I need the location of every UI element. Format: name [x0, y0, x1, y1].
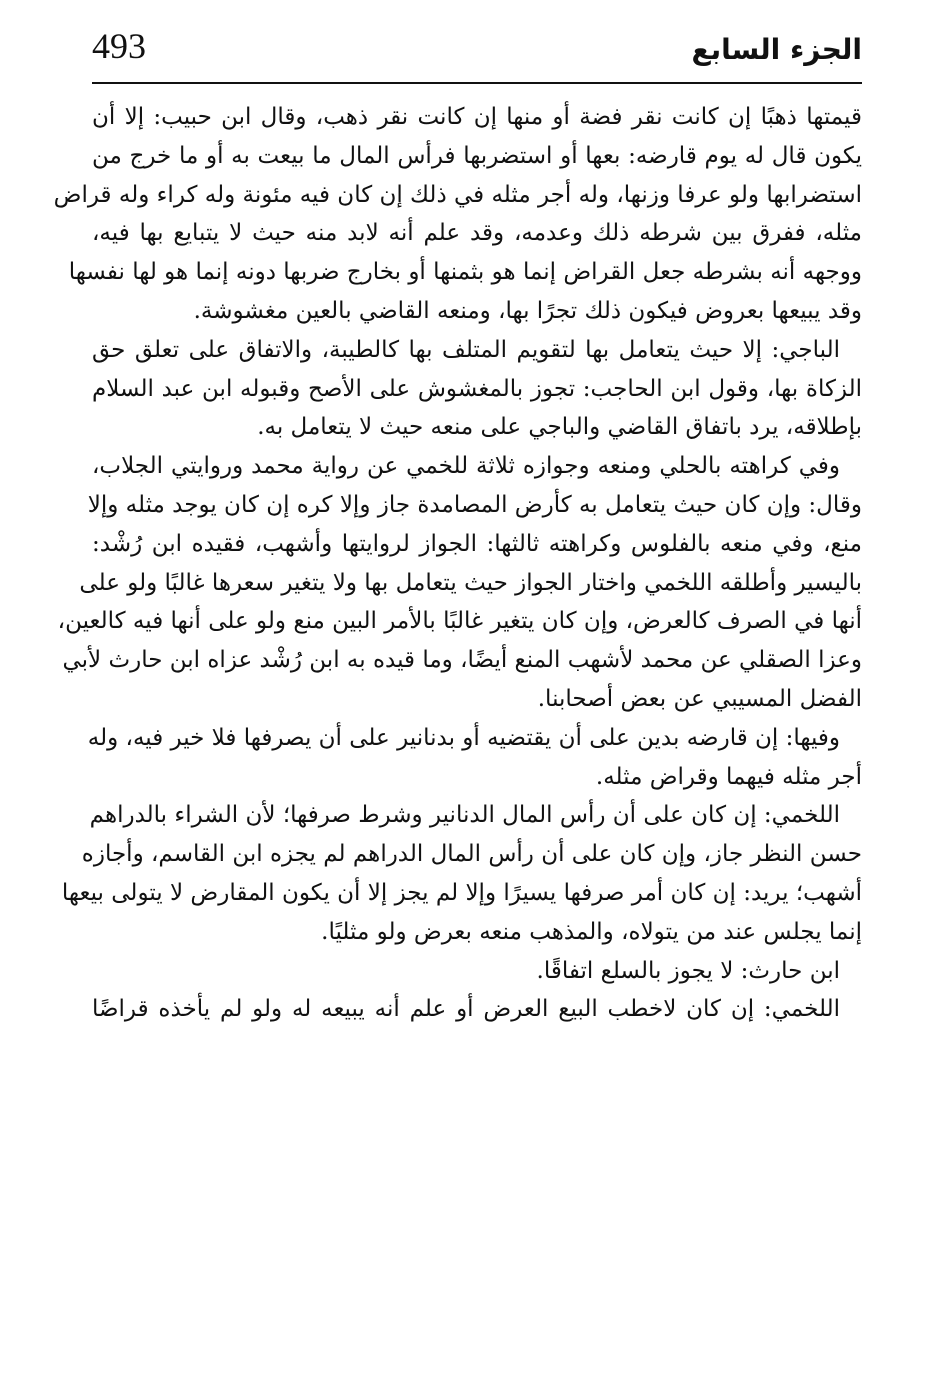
text-line: حسن النظر جاز، وإن كان على أن رأس المال الدراهم لم يجزه ابن القاسم، وأجازه: [81, 841, 862, 868]
text-line: ابن حارث: لا يجوز بالسلع اتفاقًا.: [536, 957, 840, 984]
page-number: 493: [92, 26, 146, 66]
body-text: [53, 98, 862, 1029]
text-line: يكون قال له يوم قارضه: بعها أو استضربها فرأس المال ما بيعت به أو ما خرج من: [92, 142, 862, 169]
text-line: بإطلاقه، يرد باتفاق القاضي والباجي على منعه حيث لا يتعامل به.: [257, 414, 862, 441]
text-line: وقد يبيعها بعروض فيكون ذلك تجرًا بها، ومنعه القاضي بالعين مغشوشة.: [193, 297, 862, 324]
text-line: وفي كراهته بالحلي ومنعه وجوازه ثلاثة للخمي عن رواية محمد وروايتي الجلاب،: [92, 453, 840, 480]
text-line: وعزا الصقلي عن محمد لأشهب المنع أيضًا، وما قيده به ابن رُشْد عزاه ابن حارث لأبي: [62, 647, 862, 674]
text-line: قيمتها ذهبًا إن كانت نقر فضة أو منها إن كانت نقر ذهب، وقال ابن حبيب: إلا أن: [92, 104, 862, 130]
text-line: وفيها: إن قارضه بدين على أن يقتضيه أو بدنانير على أن يصرفها فلا خير فيه، وله: [87, 724, 840, 751]
text-line: اللخمي: إن كان لاخطب البيع العرض أو علم أنه يبيعه له ولو لم يأخذه قراضًا: [92, 996, 840, 1023]
text-line: الزكاة بها، وقول ابن الحاجب: تجوز بالمغشوش على الأصح وقبوله ابن عبد السلام: [92, 375, 862, 402]
text-line: اللخمي: إن كان على أن رأس المال الدنانير وشرط صرفها؛ لأن الشراء بالدراهم: [89, 802, 840, 829]
text-line: استضرابها ولو عرفا وزنها، وله أجر مثله في ذلك إن كان فيه مئونة وله كراء وله قراض: [53, 181, 862, 208]
text-line: الباجي: إلا حيث يتعامل بها لتقويم المتلف بها كالطيبة، والاتفاق على تعلق حق: [92, 336, 840, 363]
running-title: الجزء السابع: [691, 33, 862, 66]
text-line: منع، وفي منعه بالفلوس وكراهته ثالثها: الجواز لروايتها وأشهب، فقيده ابن رُشْد:: [92, 530, 862, 557]
text-line: مثله، ففرق بين شرطه ذلك وعدمه، وقد علم أنه لابد منه حيث لا يتبايع بها فيه،: [92, 220, 862, 247]
text-line: أشهب؛ يريد: إن كان أمر صرفها يسيرًا وإلا لم يجز إلا أن يكون المقارض لا يتولى بيعها: [61, 879, 862, 906]
text-line: باليسير وأطلقه اللخمي واختار الجواز حيث يتعامل بها ولا يتغير سعرها غالبًا ولو على: [79, 569, 862, 596]
header-divider: [92, 82, 862, 84]
text-line: الفضل المسيبي عن بعض أصحابنا.: [537, 685, 862, 712]
text-line: وقال: وإن كان حيث يتعامل به كأرض المصامدة جاز وإلا كره إن كان يوجد مثله وإلا: [87, 491, 862, 518]
text-line: إنما يجلس عند من يتولاه، والمذهب منعه بعرض ولو مثليًا.: [321, 918, 862, 945]
text-line: أجر مثله فيهما وقراض مثله.: [595, 763, 862, 790]
text-line: ووجهه أنه بشرطه جعل القراض إنما هو بثمنها أو بخارج ضربها دونه إنما هو لها نفسها: [68, 259, 862, 286]
text-line: أنها في الصرف كالعرض، وإن كان يتغير غالبًا بالأمر البين منع ولو على أنها فيه كالعين،: [57, 608, 862, 635]
